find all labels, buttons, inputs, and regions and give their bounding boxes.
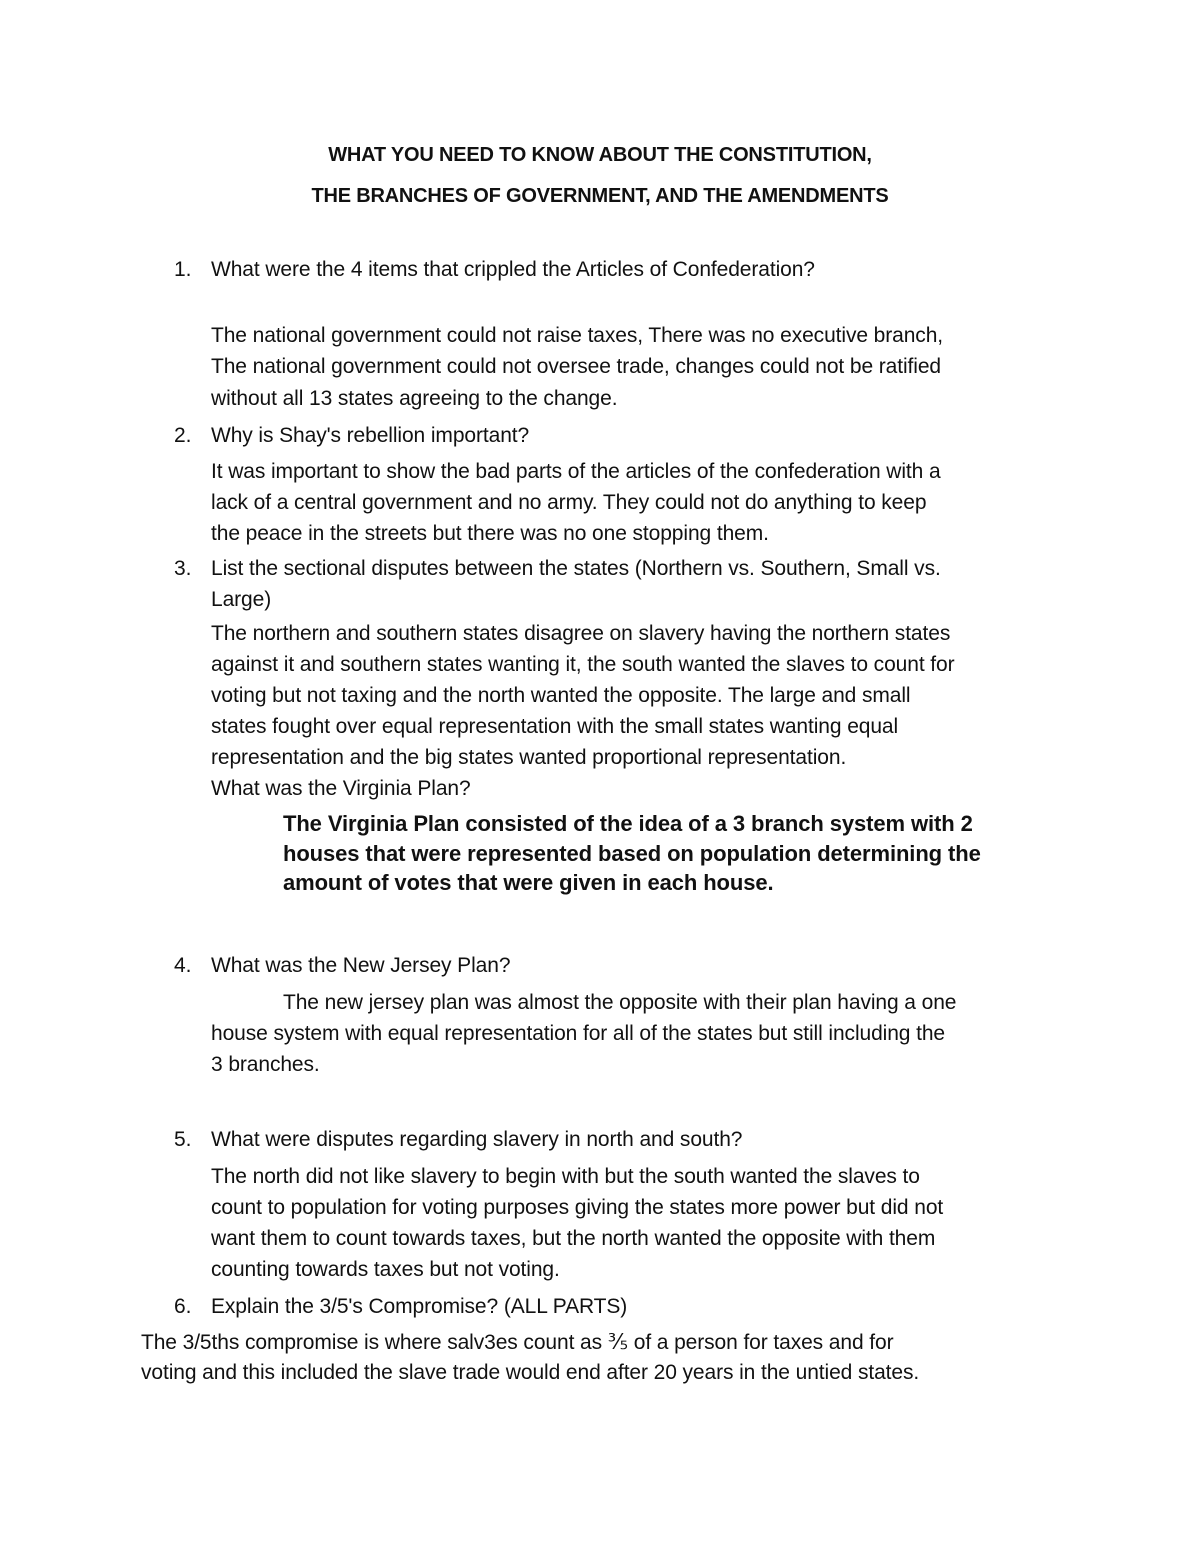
answer-2-line-3: the peace in the streets but there was no one stopping them. <box>211 522 769 545</box>
answer-2-line-1: It was important to show the bad parts of the articles of the confederation with a <box>211 460 941 483</box>
document-title-line-1: WHAT YOU NEED TO KNOW ABOUT THE CONSTITUTION, <box>328 144 872 166</box>
answer-4-line-3: 3 branches. <box>211 1053 320 1076</box>
question-5-number: 5. <box>174 1128 192 1151</box>
question-3-text-line-2: Large) <box>211 588 272 611</box>
answer-4-line-2: house system with equal representation for all of the states but still including the <box>211 1022 946 1045</box>
answer-2-line-2: lack of a central government and no army. They could not do anything to keep <box>211 491 927 514</box>
answer-3-line-1: The northern and southern states disagree on slavery having the northern states <box>211 622 951 645</box>
answer-5-line-1: The north did not like slavery to begin with but the south wanted the slaves to <box>211 1165 920 1188</box>
answer-4-line-1: The new jersey plan was almost the opposite with their plan having a one <box>283 991 957 1014</box>
answer-3-line-3: voting but not taxing and the north wanted the opposite. The large and small <box>211 684 911 707</box>
answer-1-line-1: The national government could not raise taxes, There was no executive branch, <box>211 324 944 347</box>
answer-6-line-1: The 3/5ths compromise is where salv3es count as ⅗ of a person for taxes and for <box>141 1331 894 1354</box>
answer-3-line-4: states fought over equal representation with the small states wanting equal <box>211 715 899 738</box>
question-1-text: What were the 4 items that crippled the Articles of Confederation? <box>211 258 815 281</box>
question-4-text: What was the New Jersey Plan? <box>211 954 511 977</box>
virginia-plan-answer-line-3: amount of votes that were given in each house. <box>283 870 774 895</box>
answer-3-line-5: representation and the big states wanted proportional representation. <box>211 746 847 769</box>
question-3-text-line-1: List the sectional disputes between the states (Northern vs. Southern, Small vs. <box>211 557 941 580</box>
question-4-number: 4. <box>174 954 192 977</box>
answer-5-line-2: count to population for voting purposes giving the states more power but did not <box>211 1196 944 1219</box>
question-6-number: 6. <box>174 1295 192 1318</box>
document-title-line-2: THE BRANCHES OF GOVERNMENT, AND THE AMENDMENTS <box>311 185 889 207</box>
virginia-plan-answer-line-2: houses that were represented based on population determining the <box>283 841 981 866</box>
question-6-text: Explain the 3/5's Compromise? (ALL PARTS) <box>211 1295 628 1318</box>
virginia-plan-question: What was the Virginia Plan? <box>211 777 471 800</box>
answer-5-line-4: counting towards taxes but not voting. <box>211 1258 560 1281</box>
answer-3-line-2: against it and southern states wanting it, the south wanted the slaves to count for <box>211 653 955 676</box>
answer-1-line-3: without all 13 states agreeing to the change. <box>211 387 618 410</box>
question-2-number: 2. <box>174 424 192 447</box>
question-1-number: 1. <box>174 258 192 281</box>
answer-5-line-3: want them to count towards taxes, but the north wanted the opposite with them <box>211 1227 936 1250</box>
answer-6-line-2: voting and this included the slave trade would end after 20 years in the untied states. <box>141 1361 920 1384</box>
question-5-text: What were disputes regarding slavery in north and south? <box>211 1128 743 1151</box>
answer-1-line-2: The national government could not oversee trade, changes could not be ratified <box>211 355 942 378</box>
question-3-number: 3. <box>174 557 192 580</box>
question-2-text: Why is Shay's rebellion important? <box>211 424 530 447</box>
virginia-plan-answer-line-1: The Virginia Plan consisted of the idea of a 3 branch system with 2 <box>283 811 973 836</box>
